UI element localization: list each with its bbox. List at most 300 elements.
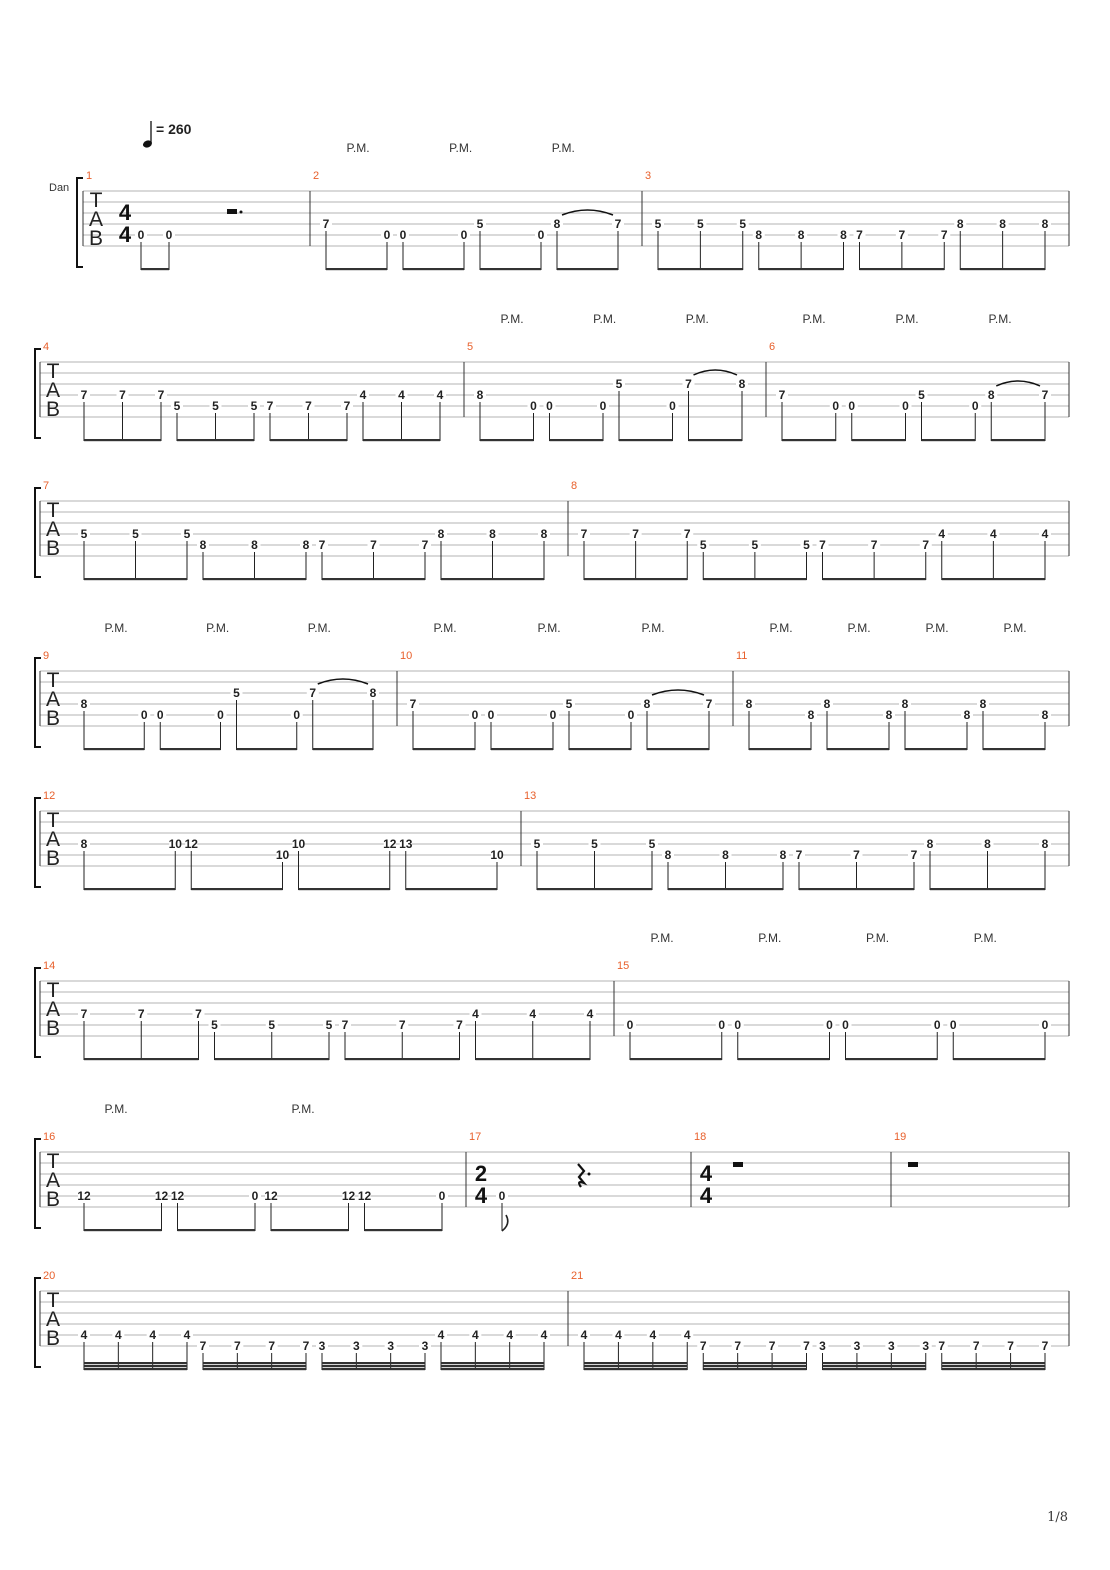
beam: [852, 439, 906, 441]
measure-number: 2: [313, 170, 320, 182]
fret-number: 12: [184, 837, 198, 851]
beam: [703, 1368, 806, 1370]
beam: [557, 268, 618, 270]
tab-clef-letter: B: [45, 847, 61, 870]
fret-number: 0: [383, 228, 391, 242]
fret-number: 0: [137, 228, 145, 242]
fret-number: 0: [399, 228, 407, 242]
palm-mute-label: P.M.: [433, 621, 457, 635]
fret-number: 12: [154, 1189, 169, 1203]
fret-number: 5: [697, 217, 704, 231]
measure-number: 4: [43, 341, 50, 353]
fret-number: 0: [537, 228, 545, 242]
fret-number: 4: [183, 1328, 191, 1342]
fret-number: 7: [456, 1018, 463, 1032]
fret-number: 0: [734, 1018, 742, 1032]
fret-number: 8: [999, 217, 1006, 231]
tab-clef-letter: A: [88, 208, 104, 231]
fret-number: 0: [848, 399, 856, 413]
fret-number: 10: [291, 837, 306, 851]
tab-clef-letter: B: [45, 1188, 61, 1211]
beam: [823, 1365, 926, 1367]
fret-number: 7: [803, 1339, 810, 1353]
fret-number: 4: [938, 527, 946, 541]
fret-number: 0: [842, 1018, 849, 1032]
palm-mute-label: P.M.: [650, 931, 674, 945]
beam: [942, 1362, 1045, 1364]
fret-number: 12: [264, 1189, 278, 1203]
fret-number: 5: [648, 837, 656, 851]
fret-number: 0: [627, 708, 635, 722]
fret-number: 7: [370, 538, 377, 552]
beam: [569, 748, 631, 750]
fret-number: 0: [669, 399, 676, 413]
fret-number: 8: [738, 377, 746, 391]
fret-number: 7: [341, 1018, 349, 1032]
beam: [84, 1362, 187, 1364]
beam: [84, 1368, 187, 1370]
fret-number: 7: [80, 388, 88, 402]
fret-number: 0: [498, 1189, 506, 1203]
fret-number: 7: [768, 1339, 776, 1353]
palm-mute-label: P.M.: [758, 931, 782, 945]
measure-number: 3: [645, 170, 652, 182]
beam: [799, 888, 914, 890]
beam: [759, 268, 844, 270]
fret-number: 8: [956, 217, 964, 231]
fret-number: 8: [722, 848, 729, 862]
fret-number: 7: [199, 1339, 207, 1353]
measure-number: 12: [43, 790, 56, 802]
fret-number: 5: [591, 837, 598, 851]
fret-number: 7: [409, 697, 417, 711]
beam: [270, 439, 347, 441]
beam: [322, 1365, 425, 1367]
tab-clef-letter: T: [46, 499, 60, 522]
fret-number: 8: [823, 697, 831, 711]
fret-number: 0: [832, 399, 840, 413]
tab-clef-letter: A: [45, 688, 61, 711]
beam: [584, 1365, 687, 1367]
fret-number: 5: [615, 377, 623, 391]
beam: [749, 748, 811, 750]
fret-number: 3: [318, 1339, 326, 1353]
fret-number: 7: [614, 217, 622, 231]
beam: [203, 578, 306, 580]
fret-number: 4: [149, 1328, 157, 1342]
fret-number: 8: [199, 538, 207, 552]
measure-number: 15: [617, 960, 630, 972]
palm-mute-label: P.M.: [551, 141, 575, 155]
fret-number: 0: [140, 708, 148, 722]
fret-number: 7: [309, 686, 317, 700]
fret-number: 8: [807, 708, 815, 722]
beam: [84, 888, 175, 890]
fret-number: 8: [987, 388, 995, 402]
fret-number: 0: [460, 228, 468, 242]
measure-number: 19: [894, 1131, 907, 1143]
fret-number: 0: [165, 228, 173, 242]
beam: [823, 1362, 926, 1364]
palm-mute-label: P.M.: [641, 621, 665, 635]
fret-number: 4: [437, 1328, 445, 1342]
beam: [860, 268, 945, 270]
beam: [441, 1365, 544, 1367]
fret-number: 3: [352, 1339, 360, 1353]
fret-number: 7: [1041, 388, 1049, 402]
fret-number: 4: [436, 388, 444, 402]
palm-mute-label: P.M.: [895, 312, 919, 326]
beam: [930, 888, 1045, 890]
beam: [84, 1229, 162, 1231]
fret-number: 8: [251, 538, 258, 552]
tab-system: [35, 480, 1069, 580]
tab-clef-letter: B: [45, 1017, 61, 1040]
fret-number: 7: [938, 1339, 946, 1353]
fret-number: 0: [471, 708, 479, 722]
fret-number: 7: [268, 1339, 276, 1353]
fret-number: 5: [654, 217, 662, 231]
measure-number: 13: [524, 790, 537, 802]
beam: [141, 268, 169, 270]
measure-number: 6: [769, 341, 776, 353]
quarter-rest-icon: [578, 1164, 584, 1187]
fret-number: 7: [80, 1007, 88, 1021]
beam: [322, 1362, 425, 1364]
fret-number: 8: [797, 228, 805, 242]
fret-number: 5: [476, 217, 484, 231]
fret-number: 7: [343, 399, 351, 413]
tie-arc: [694, 370, 738, 375]
beam: [299, 888, 390, 890]
tab-clef-letter: T: [46, 979, 60, 1002]
measure-number: 5: [467, 341, 474, 353]
beam: [953, 1058, 1045, 1060]
beam: [215, 1058, 330, 1060]
time-signature-top: 2: [474, 1161, 488, 1186]
fret-number: 8: [476, 388, 484, 402]
tab-system: [35, 1270, 1069, 1370]
fret-number: 0: [933, 1018, 941, 1032]
measure-number: 17: [469, 1131, 482, 1143]
fret-number: 10: [490, 848, 504, 862]
beam: [345, 1058, 460, 1060]
tab-clef-letter: A: [45, 1169, 61, 1192]
beam: [942, 578, 1045, 580]
fret-number: 3: [387, 1339, 395, 1353]
fret-number: 8: [369, 686, 377, 700]
fret-number: 4: [649, 1328, 657, 1342]
time-signature-bottom: 4: [474, 1183, 488, 1208]
fret-number: 8: [901, 697, 909, 711]
fret-number: 7: [322, 217, 330, 231]
fret-number: 4: [359, 388, 367, 402]
fret-number: 5: [918, 388, 925, 402]
beam: [703, 1365, 806, 1367]
beam: [441, 1362, 544, 1364]
beam: [191, 888, 282, 890]
tab-clef-letter: A: [45, 1308, 61, 1331]
beam: [237, 748, 297, 750]
fret-number: 0: [438, 1189, 446, 1203]
fret-number: 5: [325, 1018, 333, 1032]
measure-number: 11: [736, 650, 748, 662]
fret-number: 7: [922, 538, 930, 552]
fret-number: 4: [615, 1328, 622, 1342]
fret-number: 4: [990, 527, 997, 541]
fret-number: 7: [233, 1339, 241, 1353]
fret-number: 0: [902, 399, 909, 413]
time-signature-bottom: 4: [699, 1183, 713, 1208]
fret-number: 7: [632, 527, 639, 541]
rest-dot: [588, 1173, 591, 1176]
fret-number: 7: [195, 1007, 202, 1021]
fret-number: 4: [683, 1328, 691, 1342]
fret-number: 0: [251, 1189, 259, 1203]
fret-number: 12: [77, 1189, 91, 1203]
beam: [491, 748, 553, 750]
fret-number: 5: [80, 527, 88, 541]
beam: [823, 578, 926, 580]
beam: [84, 578, 187, 580]
fret-number: 3: [887, 1339, 895, 1353]
fret-number: 5: [173, 399, 181, 413]
fret-number: 5: [699, 538, 707, 552]
fret-number: 5: [739, 217, 747, 231]
fret-number: 5: [751, 538, 759, 552]
beam: [658, 268, 743, 270]
fret-number: 0: [530, 399, 537, 413]
fret-number: 7: [705, 697, 713, 711]
fret-number: 7: [157, 388, 165, 402]
fret-number: 7: [853, 848, 860, 862]
palm-mute-label: P.M.: [449, 141, 473, 155]
fret-number: 4: [471, 1328, 479, 1342]
fret-number: 0: [949, 1018, 957, 1032]
tab-clef-letter: B: [88, 227, 104, 250]
fret-number: 4: [529, 1007, 537, 1021]
beam: [991, 439, 1045, 441]
beam: [203, 1362, 306, 1364]
fret-number: 8: [755, 228, 763, 242]
tab-clef-letter: A: [45, 518, 61, 541]
beam: [441, 578, 544, 580]
time-signature-top: 4: [118, 200, 132, 225]
fret-number: 8: [926, 837, 934, 851]
beam: [177, 439, 254, 441]
fret-number: 12: [170, 1189, 185, 1203]
beam: [441, 1368, 544, 1370]
fret-number: 0: [971, 399, 979, 413]
fret-number: 5: [132, 527, 139, 541]
beam: [738, 1058, 830, 1060]
beam: [203, 1368, 306, 1370]
beam: [689, 439, 743, 441]
fret-number: 8: [1041, 217, 1049, 231]
tab-clef-letter: T: [89, 189, 103, 212]
beam: [178, 1229, 256, 1231]
measure-number: 1: [86, 170, 93, 182]
palm-mute-label: P.M.: [685, 312, 709, 326]
fret-number: 0: [156, 708, 164, 722]
beam: [782, 439, 836, 441]
fret-number: 8: [302, 538, 310, 552]
beam: [322, 1368, 425, 1370]
fret-number: 7: [972, 1339, 980, 1353]
tab-clef-letter: T: [46, 669, 60, 692]
fret-number: 7: [683, 527, 691, 541]
beam: [413, 748, 475, 750]
fret-number: 7: [119, 388, 126, 402]
fret-number: 5: [533, 837, 541, 851]
fret-number: 8: [643, 697, 651, 711]
fret-number: 4: [540, 1328, 548, 1342]
fret-number: 7: [580, 527, 588, 541]
beam: [84, 439, 161, 441]
fret-number: 7: [734, 1339, 742, 1353]
fret-number: 0: [217, 708, 224, 722]
fret-number: 8: [80, 837, 88, 851]
tie-arc: [318, 679, 368, 684]
fret-number: 7: [795, 848, 803, 862]
beam: [668, 888, 783, 890]
tempo-value: = 260: [156, 121, 192, 137]
fret-number: 5: [211, 1018, 218, 1032]
palm-mute-label: P.M.: [291, 1102, 315, 1116]
fret-number: 0: [626, 1018, 634, 1032]
fret-number: 8: [437, 527, 445, 541]
tab-clef-letter: T: [46, 809, 60, 832]
palm-mute-label: P.M.: [307, 621, 331, 635]
fret-number: 4: [114, 1328, 122, 1342]
fret-number: 0: [718, 1018, 726, 1032]
beam: [480, 268, 541, 270]
fret-number: 8: [1041, 708, 1049, 722]
fret-number: 12: [341, 1189, 356, 1203]
beam: [326, 268, 387, 270]
measure-number: 20: [43, 1270, 56, 1282]
fret-number: 0: [549, 708, 557, 722]
fret-number: 8: [553, 217, 561, 231]
system-bracket: [77, 178, 83, 267]
fret-number: 8: [80, 697, 88, 711]
fret-number: 5: [212, 399, 219, 413]
fret-number: 8: [963, 708, 971, 722]
fret-number: 10: [275, 848, 290, 862]
half-rest-icon: [908, 1162, 918, 1167]
fret-number: 0: [1041, 1018, 1049, 1032]
beam: [983, 748, 1045, 750]
tab-clef-letter: B: [45, 537, 61, 560]
fret-number: 4: [1041, 527, 1049, 541]
palm-mute-label: P.M.: [988, 312, 1012, 326]
beam: [84, 1058, 199, 1060]
fret-number: 8: [489, 527, 496, 541]
palm-mute-label: P.M.: [346, 141, 370, 155]
palm-mute-label: P.M.: [802, 312, 826, 326]
palm-mute-label: P.M.: [104, 1102, 128, 1116]
fret-number: 12: [357, 1189, 372, 1203]
fret-number: 7: [699, 1339, 707, 1353]
fret-number: 8: [745, 697, 753, 711]
fret-number: 8: [664, 848, 672, 862]
fret-number: 7: [1041, 1339, 1049, 1353]
beam: [363, 439, 440, 441]
measure-number: 7: [43, 480, 50, 492]
fret-number: 3: [421, 1339, 429, 1353]
half-rest-icon: [733, 1162, 743, 1167]
tab-clef-letter: A: [45, 379, 61, 402]
fret-number: 3: [853, 1339, 861, 1353]
fret-number: 0: [546, 399, 553, 413]
fret-number: 7: [266, 399, 274, 413]
tie-arc: [562, 210, 613, 215]
tab-clef-letter: A: [45, 828, 61, 851]
page-number: 1/8: [1047, 1510, 1068, 1525]
fret-number: 5: [183, 527, 191, 541]
tab-system: [35, 312, 1069, 441]
beam: [365, 1229, 443, 1231]
beam: [160, 748, 220, 750]
half-rest-icon: [227, 209, 237, 214]
fret-number: 12: [383, 837, 397, 851]
beam: [322, 578, 425, 580]
tab-system: [35, 790, 1069, 890]
measure-number: 18: [694, 1131, 707, 1143]
palm-mute-label: P.M.: [973, 931, 997, 945]
tab-clef-letter: B: [45, 1327, 61, 1350]
palm-mute-label: P.M.: [104, 621, 128, 635]
fret-number: 10: [168, 837, 182, 851]
fret-number: 7: [870, 538, 878, 552]
beam: [647, 748, 709, 750]
fret-number: 8: [779, 848, 787, 862]
measure-number: 8: [571, 480, 578, 492]
fret-number: 7: [137, 1007, 145, 1021]
fret-number: 4: [398, 388, 405, 402]
fret-number: 7: [856, 228, 863, 242]
beam: [846, 1058, 938, 1060]
beam: [537, 888, 652, 890]
fret-number: 8: [885, 708, 893, 722]
fret-number: 7: [685, 377, 692, 391]
beam: [630, 1058, 722, 1060]
fret-number: 4: [472, 1007, 479, 1021]
beam: [827, 748, 889, 750]
beam: [550, 439, 604, 441]
fret-number: 5: [268, 1018, 276, 1032]
tie-arc: [652, 690, 704, 695]
time-signature-bottom: 4: [118, 222, 132, 247]
beam: [960, 268, 1045, 270]
fret-number: 5: [565, 697, 573, 711]
tab-system: [35, 931, 1069, 1060]
fret-number: 7: [398, 1018, 406, 1032]
fret-number: 7: [421, 538, 429, 552]
measure-number: 9: [43, 650, 50, 662]
tab-system: [35, 1102, 1069, 1231]
beam: [942, 1365, 1045, 1367]
fret-number: 8: [540, 527, 548, 541]
fret-number: 7: [819, 538, 826, 552]
tab-clef-letter: B: [45, 398, 61, 421]
tab-clef-letter: B: [45, 707, 61, 730]
fret-number: 7: [302, 1339, 310, 1353]
tab-system: [77, 141, 1069, 270]
fret-number: 3: [819, 1339, 826, 1353]
beam: [922, 439, 976, 441]
palm-mute-label: P.M.: [769, 621, 793, 635]
